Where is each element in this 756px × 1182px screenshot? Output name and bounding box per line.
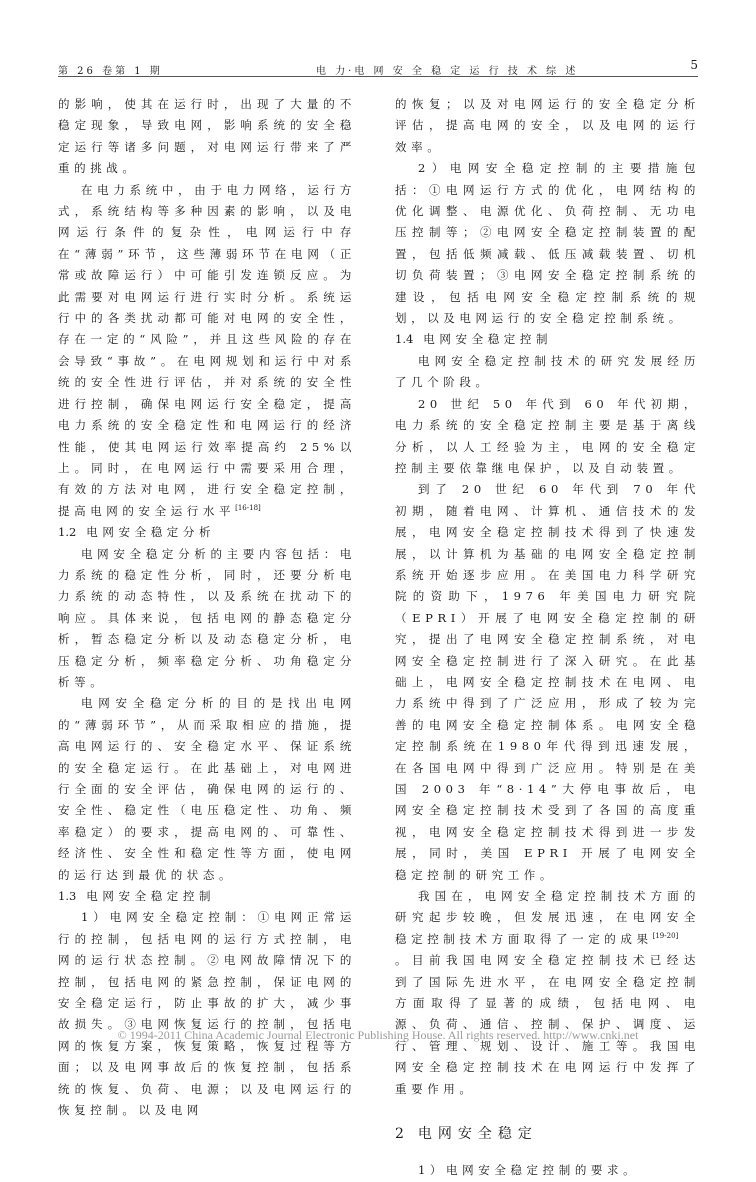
body-paragraph: 在电力系统中，由于电力网络，运行方式，系统结构等多种因素的影响，以及电网运行条件的复杂性，电网运行中存在“薄弱”环节，这些薄弱环节在电网（正常或故障运行）中可能引发连锁反应。为此需要对电网运行进行实时分析。系统运行中的各类扰动都可能对电网的安全性，存在一定的“风险”，并且这些风险的存在会导致“事故”。在电网规划和运行中对系统的安全性进行评估，并对系统的安全性进行控制，确保电网运行安全稳定，提高电力系统的安全稳定性和电网运行的经济性能，使其电网运行效率提高约 25%以上。同时，在电网运行中需要采用合理，有效的方法对电网，进行安全稳定控制，提高电网的安全运行水平[16-18] xyxy=(58,182,356,518)
body-paragraph: 2）电网安全稳定控制的主要措施包括：①电网运行方式的优化，电网结构的优化调整、电源优化、负荷控制、无功电压控制等；②电网安全稳定控制装置的配置，包括低频减载、低压减载装置、切机切负荷装置；③电网安全稳定控制系统的建设，包括电网安全稳定控制系统的规划，以及电网运行的安全稳定控制系统。 xyxy=(395,161,700,326)
article-running-title: 电 力·电 网 安 全 稳 定 运 行 技 术 综 述 xyxy=(316,66,579,77)
subsection-heading xyxy=(58,522,356,543)
left-column xyxy=(58,94,356,1122)
section-number: 1.2 xyxy=(58,525,77,540)
copyright-footer: © 1994-2011 China Academic Journal Electronic Publishing House. All rights reserved. http://www.cnki.net xyxy=(117,1028,639,1042)
section-number: 1.3 xyxy=(58,889,77,904)
citation-ref: [16-18] xyxy=(235,503,261,512)
citation-ref: [19-20] xyxy=(652,932,679,941)
body-paragraph: 电网安全稳定分析的主要内容包括：电力系统的稳定性分析，同时，还要分析电力系统的动态特性，以及系统在扰动下的响应。具体来说，包括电网的静态稳定分析，暂态稳定分析以及动态稳定分析，电压稳定分析，频率稳定分析、功角稳定分析等。 xyxy=(58,546,356,689)
page-number: 5 xyxy=(690,58,698,72)
section-heading xyxy=(395,1122,700,1146)
journal-volume: 第 26 卷第 1 期 xyxy=(58,66,163,77)
section-title: 电网安全稳定控制 xyxy=(86,889,216,904)
right-column xyxy=(395,94,700,1182)
body-paragraph: 1）电网安全稳定控制的要求。 xyxy=(418,1163,640,1178)
subsection-heading xyxy=(58,886,356,907)
section-title: 电网安全稳定分析 xyxy=(86,525,216,540)
running-header xyxy=(58,58,698,77)
body-paragraph: 电网安全稳定控制技术的研究发展经历了几个阶段。 xyxy=(395,353,700,390)
body-paragraph: 20 世纪 50 年代到 60 年代初期，电力系统的安全稳定控制主要是基于离线分析，以人工经验为主，电网的安全稳定控制主要依靠继电保护，以及自动装置。 xyxy=(395,396,700,475)
section-title: 电网安全稳定 xyxy=(417,1126,538,1143)
section-number: 2 xyxy=(395,1126,404,1143)
body-paragraph: 我国在，电网安全稳定控制技术方面的研究起步较晚，但发展迅速，在电网安全稳定控制技术方面取得了一定的成果[19-20] xyxy=(395,889,700,946)
body-paragraph: 的影响，使其在运行时，出现了大量的不稳定现象，导致电网，影响系统的安全稳定运行等诸多问题，对电网运行带来了严重的挑战。 xyxy=(58,97,356,176)
subsection-heading xyxy=(395,329,700,350)
section-title: 电网安全稳定控制 xyxy=(423,332,553,347)
section-number: 1.4 xyxy=(395,332,414,347)
body-paragraph: 电网安全稳定分析的目的是找出电网的“薄弱环节”，从而采取相应的措施，提高电网运行的、安全稳定水平、保证系统的安全稳定运行。在此基础上，对电网进行全面的安全评估，确保电网的运行的、安全性、稳定性（电压稳定性、功角、频率稳定）的要求，提高电网的、可靠性、经济性、安全性和稳定性等方面，使电网的运行达到最优的状态。 xyxy=(58,696,356,882)
body-paragraph: 。目前我国电网安全稳定控制技术已经达到了国际先进水平，在电网安全稳定控制方面取得了显著的成绩，包括电网、电源、负荷、通信、控制、保护、调度、运行、管理、规划、设计、施工等。我国电网安全稳定控制技术在电网运行中发挥了重要作用。 xyxy=(395,953,700,1096)
body-paragraph: 的恢复；以及对电网运行的安全稳定分析评估，提高电网的安全，以及电网的运行效率。 xyxy=(395,97,700,154)
body-paragraph: 到了 20 世纪 60 年代到 70 年代初期，随着电网、计算机、通信技术的发展，电网安全稳定控制技术得到了快速发展，以计算机为基础的电网安全稳定控制系统开始逐步应用。在美国电力科学研究院的资助下，1976 年美国电力研究院（EPRI）开展了电网安全稳定控制的研究，提出了电网安全稳定控制系统，对电网安全稳定控制进行了深入研究。在此基础上，电网安全稳定控制技术在电网、电力系统中得到了广泛应用，形成了较为完善的电网安全稳定控制体系。电网安全稳定控制系统在1980年代得到迅速发展，在各国电网中得到广泛应用。特别是在美国 2003 年“8·14”大停电事故后，电网安全稳定控制技术受到了各国的高度重视，电网安全稳定控制技术得到进一步发展，同时，美国 EPRI 开展了电网安全稳定控制的研究工作。 xyxy=(395,482,700,882)
body-paragraph: 1）电网安全稳定控制：①电网正常运行的控制，包括电网的运行方式控制，电网的运行状态控制。②电网故障情况下的控制，包括电网的紧急控制，保证电网的安全稳定运行，防止事故的扩大，减少事故损失。③电网恢复运行的控制，包括电网的恢复方案，恢复策略，恢复过程等方面；以及电网事故后的恢复控制，包括系统的恢复、负荷、电源；以及电网运行的恢复控制。以及电网 xyxy=(58,910,356,1118)
